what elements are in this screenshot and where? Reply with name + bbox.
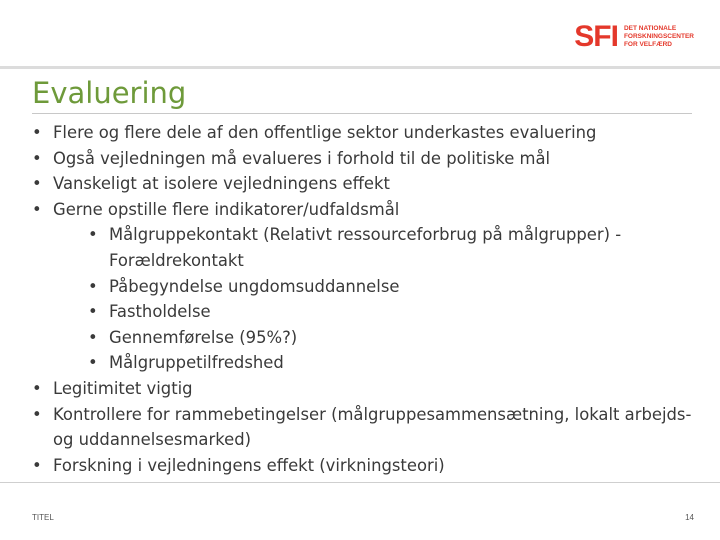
logo-tagline: [624, 25, 694, 49]
logo-tagline-line: DET NATIONALE: [623, 25, 677, 32]
header-divider: [0, 66, 720, 69]
logo-tagline-line: FORSKNINGSCENTER: [623, 33, 694, 40]
bullet-item: • Gerne opstille flere indikatorer/udfaldsmål: [32, 197, 692, 223]
sub-bullet-item: • Påbegyndelse ungdomsuddannelse: [88, 274, 692, 300]
bullet-item: • Flere og flere dele af den offentlige sektor underkastes evaluering: [32, 120, 692, 146]
sub-bullet-item: • Gennemførelse (95%?): [88, 325, 692, 351]
bullet-item: • Forskning i vejledningens effekt (virkningsteori): [32, 453, 692, 479]
logo-tagline-line: FOR VELFÆRD: [623, 41, 672, 48]
bullet-list: [32, 120, 692, 478]
logo-mark: SFI: [574, 20, 618, 53]
bullet-item: • Vanskeligt at isolere vejledningens effekt: [32, 171, 692, 197]
sub-bullet-item: • Fastholdelse: [88, 299, 692, 325]
slide-content: [32, 120, 692, 478]
footer-title: TITEL: [32, 513, 54, 522]
sub-bullet-item: • Målgruppekontakt (Relativt ressourceforbrug på målgrupper) - Forældrekontakt: [88, 222, 692, 273]
footer-divider: [0, 482, 720, 483]
page-number: 14: [685, 513, 694, 522]
bullet-item: • Også vejledningen må evalueres i forhold til de politiske mål: [32, 146, 692, 172]
bullet-item: • Legitimitet vigtig: [32, 376, 692, 402]
slide-title: Evaluering: [32, 76, 187, 110]
bullet-item: • Kontrollere for rammebetingelser (målgruppesammensætning, lokalt arbejds- og uddannelsesmarked): [32, 402, 692, 453]
sfi-logo: [574, 22, 694, 52]
sub-bullet-item: • Målgruppetilfredshed: [88, 350, 692, 376]
title-rule: [32, 113, 692, 114]
